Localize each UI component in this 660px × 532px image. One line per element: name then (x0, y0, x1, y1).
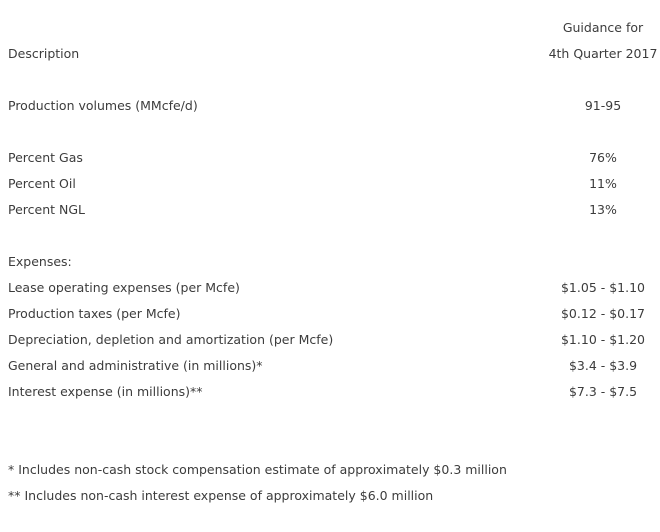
row-label: Percent NGL (8, 202, 86, 217)
row-label: Production volumes (MMcfe/d) (8, 98, 198, 113)
row-value: $0.12 - $0.17 (560, 306, 646, 321)
table-row (0, 379, 660, 405)
row-value: 13% (589, 202, 617, 217)
row-label: Lease operating expenses (per Mcfe) (8, 280, 240, 295)
row-label: Percent Gas (8, 150, 83, 165)
row-label: Depreciation, depletion and amortization (per Mcfe) (8, 332, 334, 347)
row-label: Production taxes (per Mcfe) (8, 306, 181, 321)
table-row (0, 145, 660, 171)
row-label: Interest expense (in millions)** (8, 384, 203, 399)
row-value: $7.3 - $7.5 (568, 384, 638, 399)
table-row (0, 301, 660, 327)
table-row (0, 327, 660, 353)
header-row-top (0, 15, 660, 41)
table-row (0, 353, 660, 379)
row-value: 76% (589, 150, 617, 165)
description-header: Description (8, 46, 80, 61)
row-label: Percent Oil (8, 176, 76, 191)
row-label: General and administrative (in millions)* (8, 358, 263, 373)
row-value: 11% (589, 176, 617, 191)
footnote-stock-compensation: * Includes non-cash stock compensation estimate of approximately $0.3 million (8, 462, 507, 477)
row-value: $1.10 - $1.20 (560, 332, 646, 347)
table-row (0, 93, 660, 119)
row-value: $3.4 - $3.9 (568, 358, 638, 373)
guidance-header-line2: 4th Quarter 2017 (548, 46, 658, 61)
expenses-heading: Expenses: (8, 254, 72, 269)
guidance-header-line1: Guidance for (562, 20, 644, 35)
header-row (0, 41, 660, 67)
table-row (0, 171, 660, 197)
section-heading-row (0, 249, 660, 275)
table-row (0, 197, 660, 223)
row-value: $1.05 - $1.10 (560, 280, 646, 295)
footnote-interest-expense: ** Includes non-cash interest expense of approximately $6.0 million (8, 488, 434, 503)
row-value: 91-95 (584, 98, 622, 113)
table-row (0, 275, 660, 301)
